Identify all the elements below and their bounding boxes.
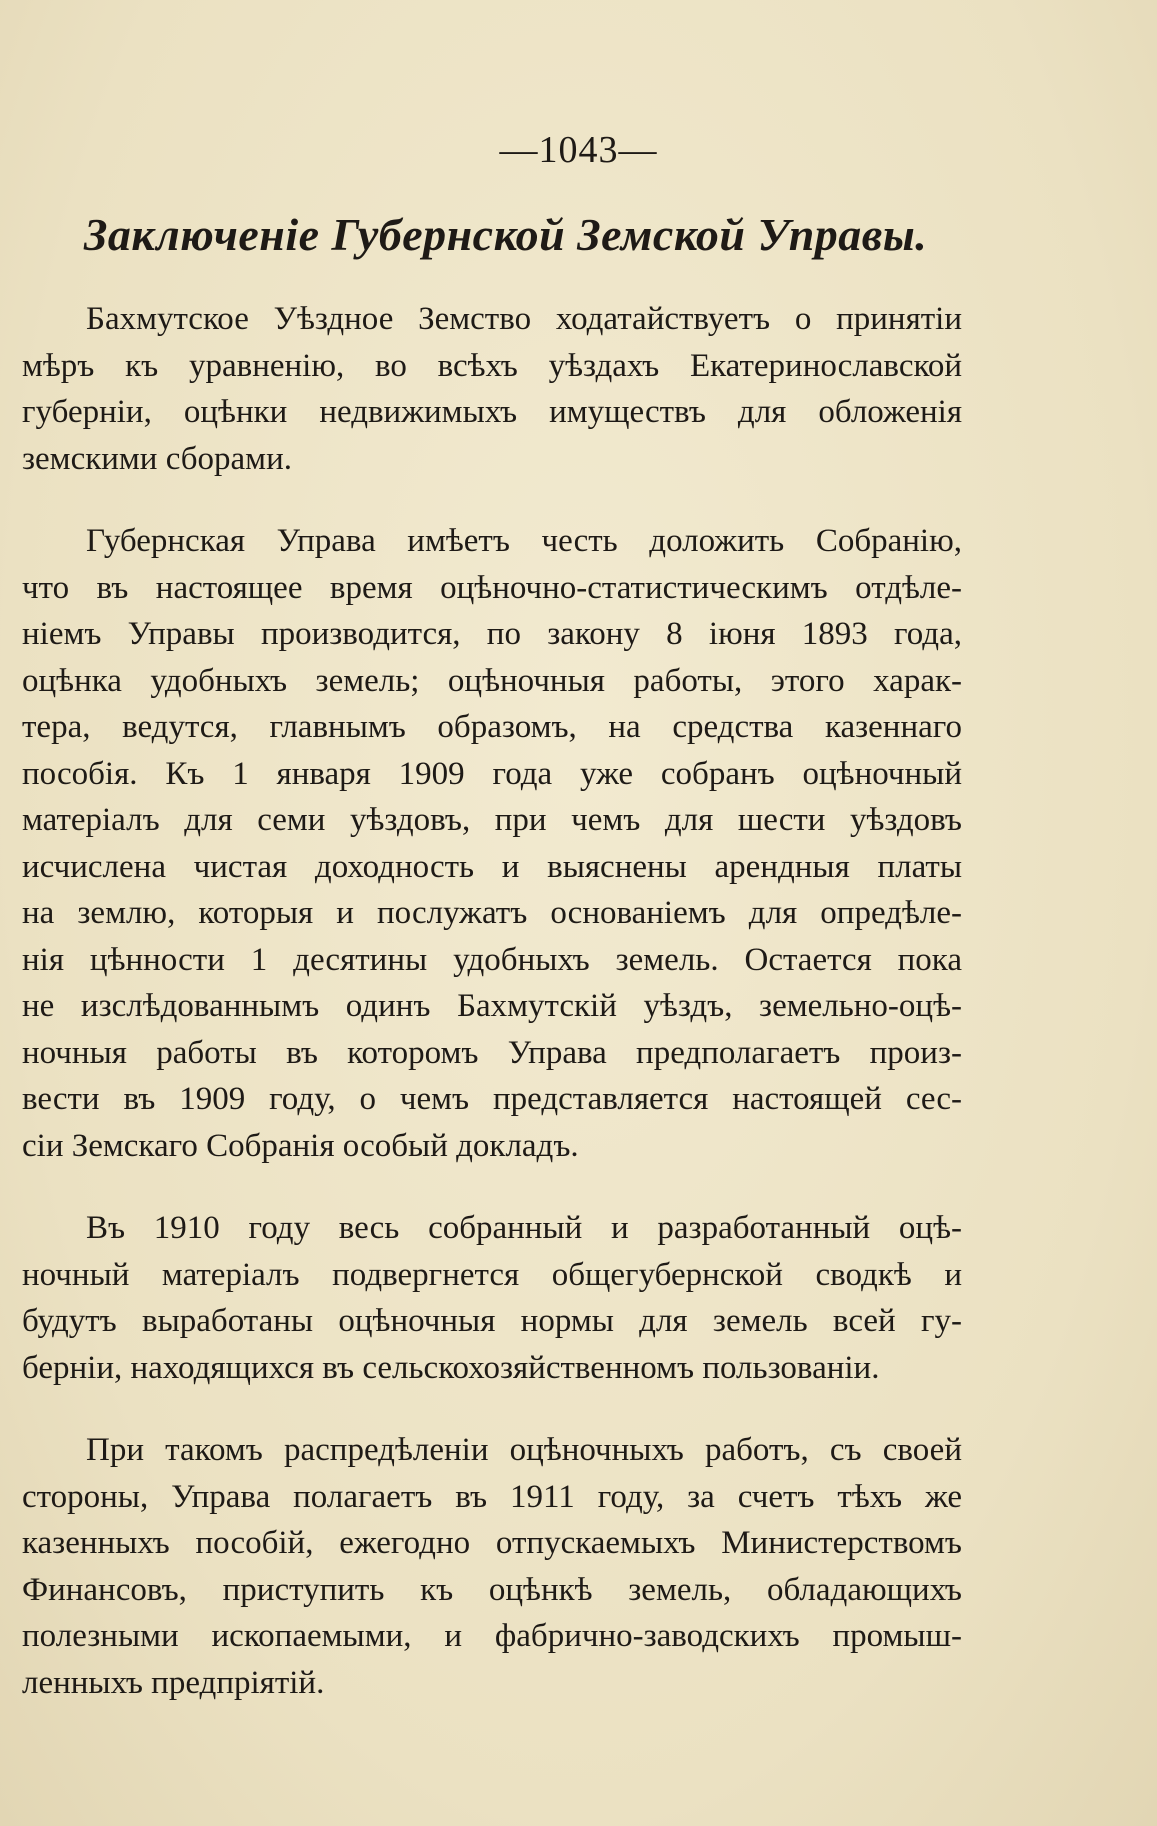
paragraph bbox=[22, 1427, 962, 1706]
text-line: Бахмутское Уѣздное Земство ходатайствуетъ о принятіи bbox=[86, 301, 962, 337]
text-line: берніи, находящихся въ сельскохозяйственномъ пользованіи. bbox=[22, 1349, 880, 1386]
text-line: нія цѣнности 1 десятины удобныхъ земель. Остается пока bbox=[22, 941, 962, 978]
text-line: Финансовъ, приступить къ оцѣнкѣ земель, обладающихъ bbox=[22, 1571, 962, 1608]
text-line: полезными ископаемыми, и фабрично-заводскихъ промыш- bbox=[22, 1618, 962, 1654]
body-text bbox=[22, 296, 962, 1742]
text-line: сіи Земскаго Собранія особый докладъ. bbox=[22, 1127, 579, 1164]
text-line: исчислена чистая доходность и выяснены арендныя платы bbox=[22, 848, 962, 885]
section-heading: Заключеніе Губернской Земской Управы. bbox=[84, 209, 928, 260]
text-line: Губернская Управа имѣетъ честь доложить Собранію, bbox=[86, 523, 962, 559]
text-line: не изслѣдованнымъ одинъ Бахмутскій уѣздъ, земельно-оцѣ- bbox=[22, 988, 962, 1024]
text-line: губерніи, оцѣнки недвижимыхъ имуществъ для обложенія bbox=[22, 394, 962, 430]
text-line: стороны, Управа полагаетъ въ 1911 году, за счетъ тѣхъ же bbox=[22, 1478, 962, 1515]
paragraph bbox=[22, 518, 962, 1169]
paragraph bbox=[22, 1205, 962, 1391]
text-line: ленныхъ предпріятій. bbox=[22, 1664, 325, 1701]
text-line: на землю, которыя и послужатъ основаніемъ для опредѣле- bbox=[22, 895, 962, 931]
text-line: пособія. Къ 1 января 1909 года уже собранъ оцѣночный bbox=[22, 755, 962, 792]
text-line: ніемъ Управы производится, по закону 8 іюня 1893 года, bbox=[22, 616, 962, 652]
text-line: вести въ 1909 году, о чемъ представляется настоящей сес- bbox=[22, 1081, 962, 1117]
text-line: матеріалъ для семи уѣздовъ, при чемъ для шести уѣздовъ bbox=[22, 802, 962, 838]
text-line: будутъ выработаны оцѣночныя нормы для земель всей гу- bbox=[22, 1303, 962, 1339]
text-line: ночныя работы въ которомъ Управа предполагаетъ произ- bbox=[22, 1034, 962, 1071]
text-line: Въ 1910 году весь собранный и разработанный оцѣ- bbox=[86, 1210, 962, 1246]
text-line: что въ настоящее время оцѣночно-статистическимъ отдѣле- bbox=[22, 569, 962, 606]
text-line: тера, ведутся, главнымъ образомъ, на средства казеннаго bbox=[22, 709, 962, 745]
text-line: казенныхъ пособій, ежегодно отпускаемыхъ Министерствомъ bbox=[22, 1525, 962, 1561]
paragraph bbox=[22, 296, 962, 482]
text-line: оцѣнка удобныхъ земель; оцѣночныя работы, этого харак- bbox=[22, 662, 962, 699]
text-line: мѣръ къ уравненію, во всѣхъ уѣздахъ Екатеринославской bbox=[22, 347, 962, 384]
page-number: —1043— bbox=[499, 129, 658, 171]
text-line: земскими сборами. bbox=[22, 440, 292, 477]
text-line: ночный матеріалъ подвергнется общегубернской сводкѣ и bbox=[22, 1256, 962, 1293]
text-line: При такомъ распредѣленіи оцѣночныхъ работъ, съ своей bbox=[86, 1432, 962, 1468]
